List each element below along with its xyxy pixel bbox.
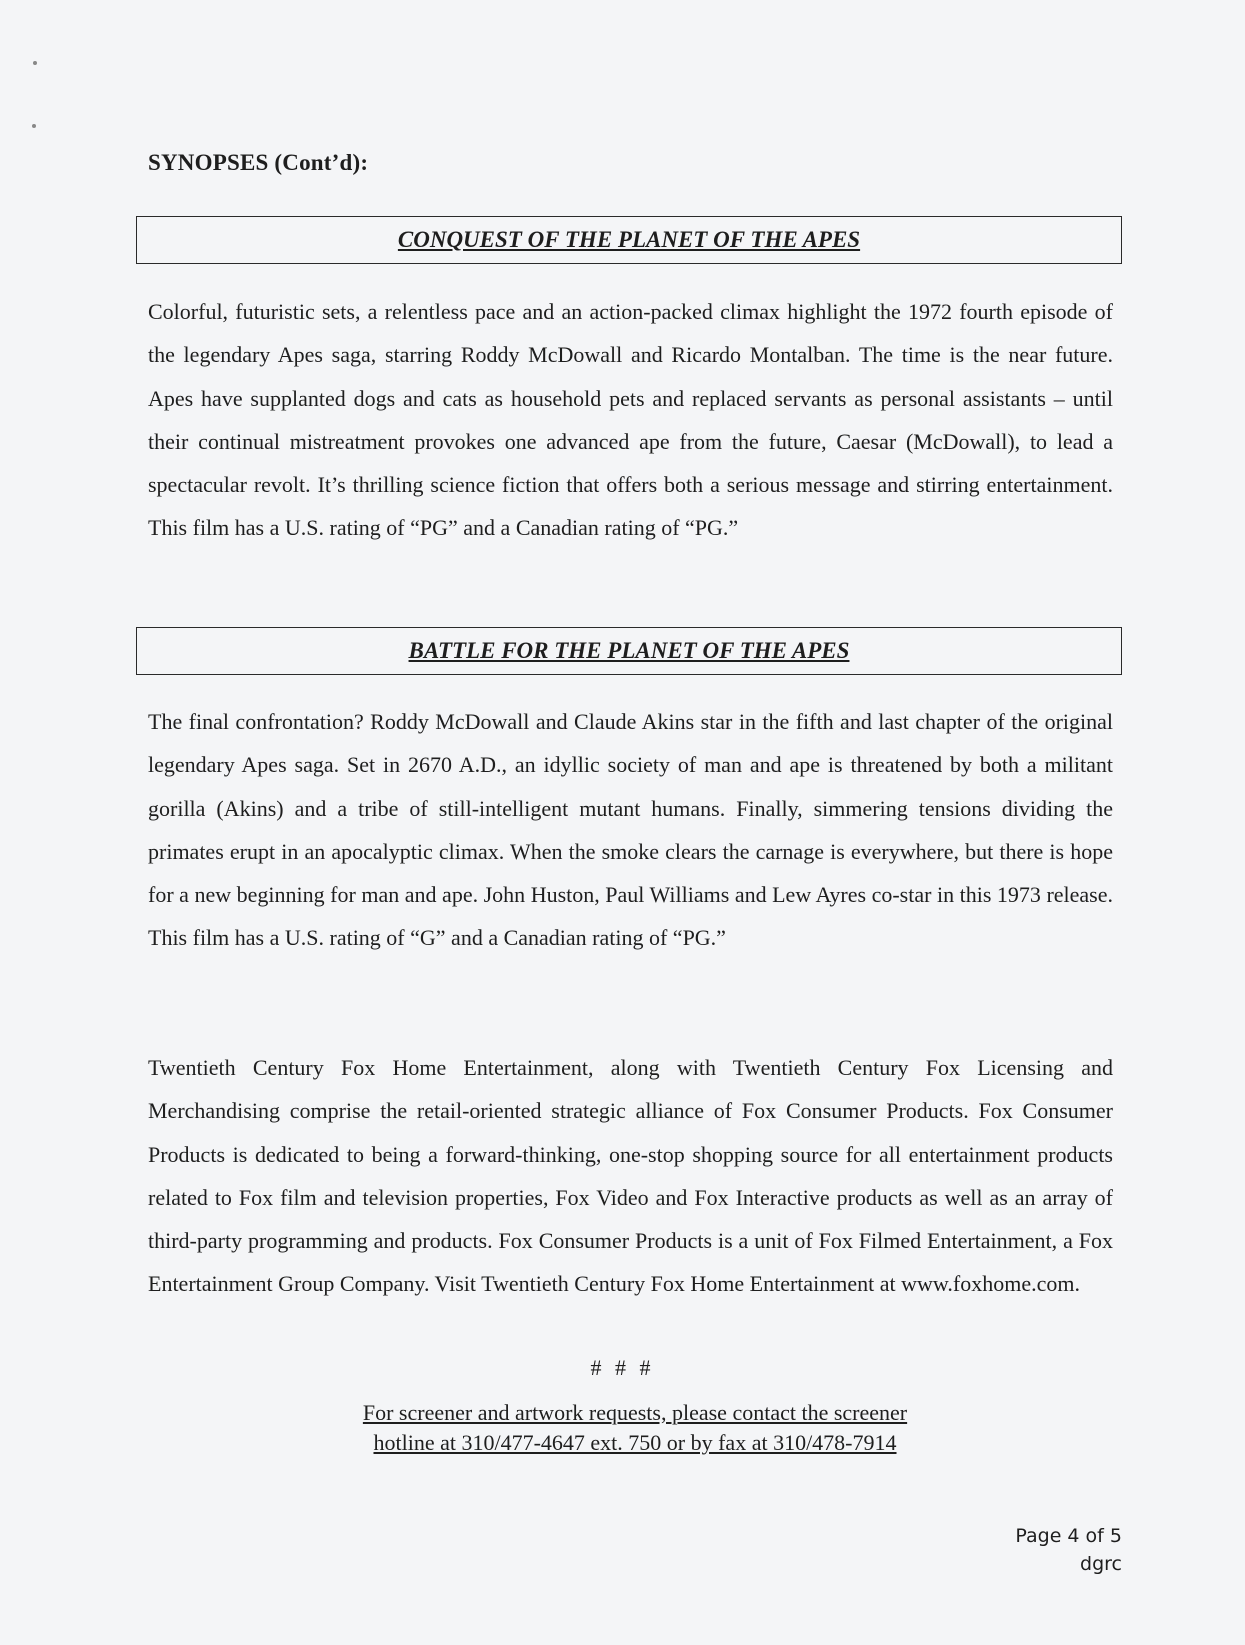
section-title: BATTLE FOR THE PLANET OF THE APES (408, 638, 850, 663)
company-paragraph: Twentieth Century Fox Home Entertainment, along with Twentieth Century Fox Licensing and Merchandising comprise the retail-oriented strategic alliance of Fox Consumer Products. Fox Consumer Products is dedicated to being a forward-thinking, one-stop shopping source for all entertainment products related to Fox film and television properties, Fox Video and Fox Interactive products as well as an array of third-party programming and products. Fox Consumer Products is a unit of Fox Filmed Entertainment, a Fox Entertainment Group Company. Visit Twentieth Century Fox Home Entertainment at www.foxhome.com. (148, 1055, 1113, 1297)
page-heading: SYNOPSES (Cont’d): (148, 150, 369, 175)
contact-notice (0, 1398, 1245, 1458)
section-title-box (136, 216, 1122, 264)
section-title: CONQUEST OF THE PLANET OF THE APES (397, 227, 861, 252)
synopsis-paragraph: The final confrontation? Roddy McDowall and Claude Akins star in the fifth and last chapter of the original legendary Apes saga. Set in 2670 A.D., an idyllic society of man and ape is threatened by both a militant gorilla (Akins) and a tribe of still-intelligent mutant humans. Finally, simmering tensions dividing the primates erupt in an apocalyptic climax. When the smoke clears the carnage is everywhere, but there is hope for a new beginning for man and ape. John Huston, Paul Williams and Lew Ayres co-star in this 1973 release. This film has a U.S. rating of “G” and a Canadian rating of “PG.” (148, 709, 1113, 951)
punch-hole-mark (33, 61, 37, 65)
page-footer (1015, 1522, 1122, 1578)
contact-line: hotline at 310/477-4647 ext. 750 or by fax at 310/478-7914 (373, 1430, 897, 1455)
section-title-box (136, 627, 1122, 675)
punch-hole-mark (32, 124, 36, 128)
contact-line: For screener and artwork requests, please contact the screener (362, 1400, 908, 1425)
synopsis-paragraph: Colorful, futuristic sets, a relentless pace and an action-packed climax highlight the 1972 fourth episode of the legendary Apes saga, starring Roddy McDowall and Ricardo Montalban. The time is the near future. Apes have supplanted dogs and cats as household pets and replaced servants as personal assistants – until their continual mistreatment provokes one advanced ape from the future, Caesar (McDowall), to lead a spectacular revolt. It’s thrilling science fiction that offers both a serious message and stirring entertainment. This film has a U.S. rating of “PG” and a Canadian rating of “PG.” (148, 299, 1113, 541)
end-marks: # # # (590, 1355, 655, 1380)
document-code: dgrc (1080, 1553, 1122, 1575)
page-number: Page 4 of 5 (1015, 1525, 1122, 1547)
